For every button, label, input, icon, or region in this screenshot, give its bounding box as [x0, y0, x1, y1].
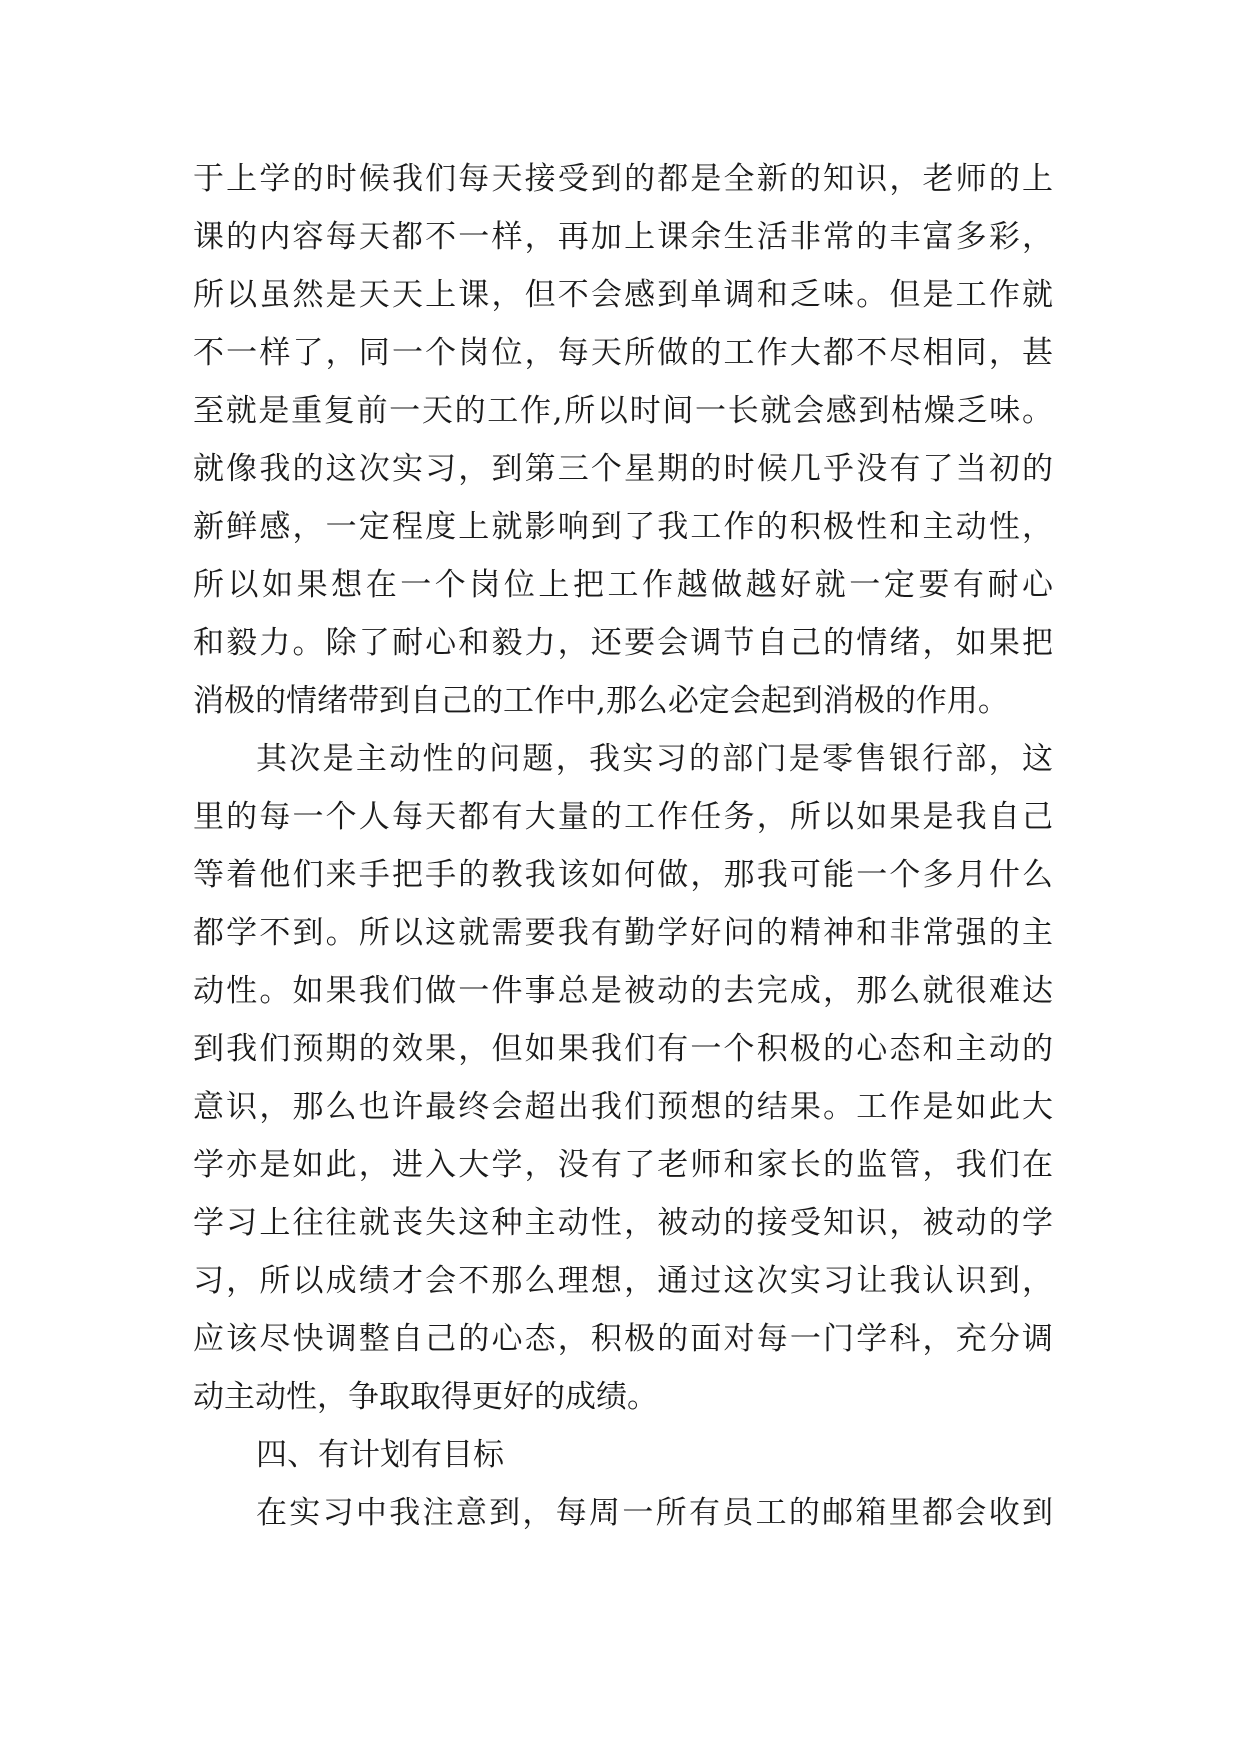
section-heading: 四、有计划有目标 [256, 1437, 504, 1473]
paragraph-line: 所以如果想在一个岗位上把工作越做越好就一定要有耐心 [193, 567, 1053, 603]
paragraph-line: 里的每一个人每天都有大量的工作任务，所以如果是我自己 [193, 799, 1053, 835]
paragraph-line: 学习上往往就丧失这种主动性，被动的接受知识，被动的学 [193, 1205, 1053, 1241]
paragraph-line: 所以虽然是天天上课，但不会感到单调和乏味。但是工作就 [193, 277, 1053, 313]
paragraph-line: 新鲜感，一定程度上就影响到了我工作的积极性和主动性， [193, 509, 1053, 545]
paragraph-line: 等着他们来手把手的教我该如何做，那我可能一个多月什么 [193, 857, 1053, 893]
paragraph-line: 不一样了，同一个岗位，每天所做的工作大都不尽相同，甚 [193, 335, 1053, 371]
paragraph-line: 就像我的这次实习，到第三个星期的时候几乎没有了当初的 [193, 451, 1053, 487]
paragraph-line: 和毅力。除了耐心和毅力，还要会调节自己的情绪，如果把 [193, 625, 1053, 661]
paragraph-line: 至就是重复前一天的工作,所以时间一长就会感到枯燥乏味。 [193, 393, 1053, 429]
paragraph-line: 课的内容每天都不一样，再加上课余生活非常的丰富多彩， [193, 219, 1053, 255]
paragraph-line: 习，所以成绩才会不那么理想，通过这次实习让我认识到， [193, 1263, 1053, 1299]
paragraph-line: 意识，那么也许最终会超出我们预想的结果。工作是如此大 [193, 1089, 1053, 1125]
paragraph-line: 到我们预期的效果，但如果我们有一个积极的心态和主动的 [193, 1031, 1053, 1067]
document-body [193, 150, 1053, 1542]
paragraph-first-line: 在实习中我注意到，每周一所有员工的邮箱里都会收到 [256, 1495, 1053, 1531]
paragraph-line: 学亦是如此，进入大学，没有了老师和家长的监管，我们在 [193, 1147, 1053, 1183]
paragraph-line: 于上学的时候我们每天接受到的都是全新的知识，老师的上 [193, 161, 1053, 197]
paragraph-line: 动性。如果我们做一件事总是被动的去完成，那么就很难达 [193, 973, 1053, 1009]
paragraph-line: 应该尽快调整自己的心态，积极的面对每一门学科，充分调 [193, 1321, 1053, 1357]
paragraph-line: 消极的情绪带到自己的工作中,那么必定会起到消极的作用。 [193, 683, 1009, 719]
paragraph-first-line: 其次是主动性的问题，我实习的部门是零售银行部，这 [256, 741, 1053, 777]
paragraph-line: 动主动性，争取取得更好的成绩。 [193, 1379, 658, 1415]
paragraph-line: 都学不到。所以这就需要我有勤学好问的精神和非常强的主 [193, 915, 1053, 951]
